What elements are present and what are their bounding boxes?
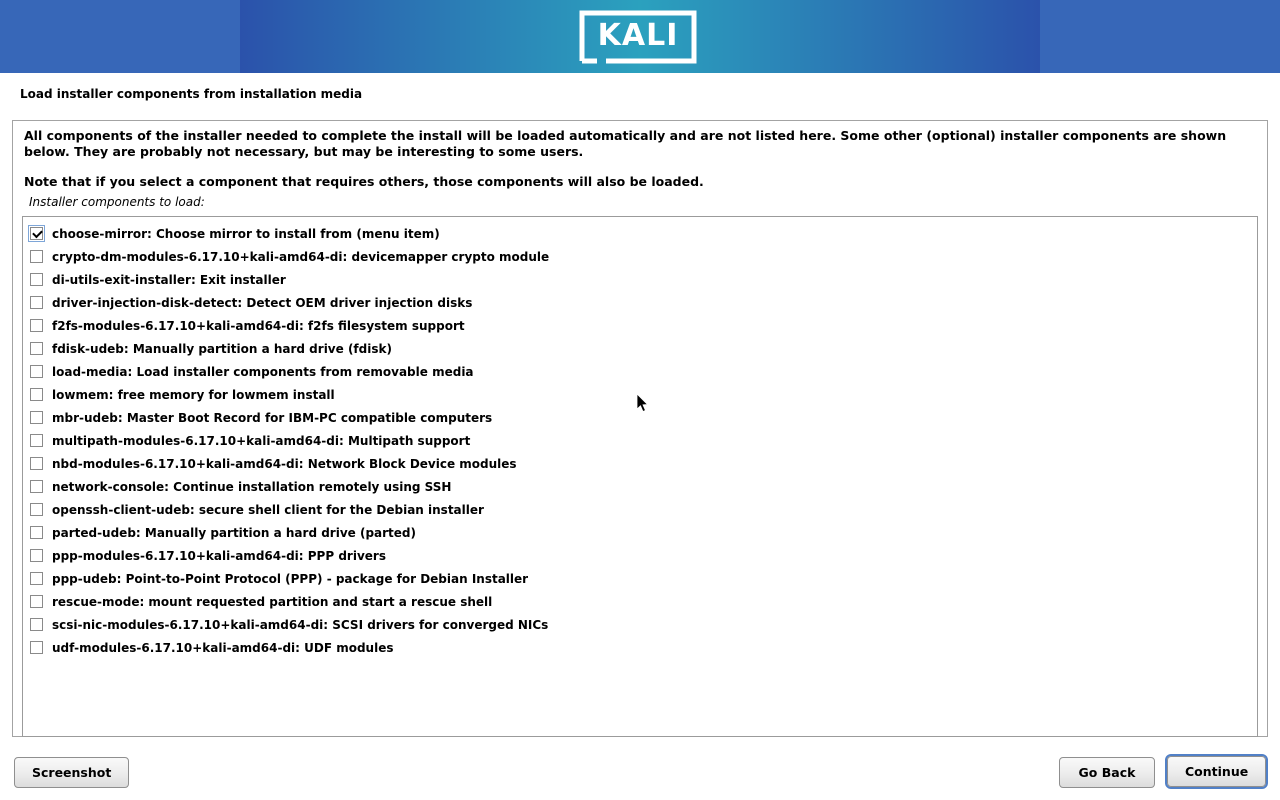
checkbox-unchecked-icon[interactable] [30,388,43,401]
list-item[interactable] [23,314,1257,337]
checkbox-checked-icon[interactable] [30,227,43,240]
component-label: di-utils-exit-installer: Exit installer [52,272,286,287]
components-list [22,216,1258,737]
checkbox-unchecked-icon[interactable] [30,480,43,493]
checkbox-unchecked-icon[interactable] [30,296,43,309]
checkbox-unchecked-icon[interactable] [30,595,43,608]
component-label: rescue-mode: mount requested partition and start a rescue shell [52,594,493,609]
list-item[interactable] [23,521,1257,544]
component-label: network-console: Continue installation remotely using SSH [52,479,452,494]
checkbox-unchecked-icon[interactable] [30,411,43,424]
component-label: fdisk-udeb: Manually partition a hard drive (fdisk) [52,341,392,356]
component-label: driver-injection-disk-detect: Detect OEM driver injection disks [52,295,473,310]
component-label: nbd-modules-6.17.10+kali-amd64-di: Network Block Device modules [52,456,517,471]
list-item[interactable] [23,222,1257,245]
checkbox-unchecked-icon[interactable] [30,434,43,447]
checkbox-unchecked-icon[interactable] [30,572,43,585]
component-label: scsi-nic-modules-6.17.10+kali-amd64-di: SCSI drivers for converged NICs [52,617,549,632]
component-label: parted-udeb: Manually partition a hard drive (parted) [52,525,417,540]
go-back-button[interactable]: Go Back [1059,757,1155,788]
intro-text: All components of the installer needed to complete the install will be loaded automatically and are not listed here. Some other (optional) installer components are shown below. They are probably not necessary, but may be interesting to some users. [24,128,1227,159]
component-label: ppp-modules-6.17.10+kali-amd64-di: PPP drivers [52,548,386,563]
checkbox-unchecked-icon[interactable] [30,503,43,516]
checkbox-unchecked-icon[interactable] [30,457,43,470]
checkbox-unchecked-icon[interactable] [30,365,43,378]
checkbox-unchecked-icon[interactable] [30,342,43,355]
checkbox-unchecked-icon[interactable] [30,526,43,539]
list-item[interactable] [23,613,1257,636]
list-item[interactable] [23,475,1257,498]
component-label: crypto-dm-modules-6.17.10+kali-amd64-di: devicemapper crypto module [52,249,550,264]
checkbox-unchecked-icon[interactable] [30,549,43,562]
list-item[interactable] [23,498,1257,521]
list-item[interactable] [23,360,1257,383]
checkbox-unchecked-icon[interactable] [30,641,43,654]
kali-logo [578,9,698,65]
list-item[interactable] [23,567,1257,590]
component-label: multipath-modules-6.17.10+kali-amd64-di: Multipath support [52,433,471,448]
list-item[interactable] [23,337,1257,360]
component-label: ppp-udeb: Point-to-Point Protocol (PPP) - package for Debian Installer [52,571,529,586]
list-item[interactable] [23,544,1257,567]
kali-logo-text: KALI [597,18,679,54]
component-label: f2fs-modules-6.17.10+kali-amd64-di: f2fs filesystem support [52,318,465,333]
list-item[interactable] [23,383,1257,406]
list-item[interactable] [23,245,1257,268]
continue-button[interactable]: Continue [1167,756,1266,787]
list-item[interactable] [23,268,1257,291]
list-item[interactable] [23,429,1257,452]
checkbox-unchecked-icon[interactable] [30,273,43,286]
checkbox-unchecked-icon[interactable] [30,319,43,332]
component-label: lowmem: free memory for lowmem install [52,387,335,402]
list-item[interactable] [23,406,1257,429]
content-frame [12,120,1268,737]
screenshot-button[interactable]: Screenshot [14,757,129,788]
components-list-label: Installer components to load: [29,195,205,209]
page-title: Load installer components from installation media [20,87,363,101]
list-item[interactable] [23,452,1257,475]
component-label: choose-mirror: Choose mirror to install from (menu item) [52,226,440,241]
list-item[interactable] [23,291,1257,314]
component-label: udf-modules-6.17.10+kali-amd64-di: UDF modules [52,640,394,655]
checkbox-unchecked-icon[interactable] [30,618,43,631]
list-item[interactable] [23,590,1257,613]
list-item[interactable] [23,636,1257,659]
note-text: Note that if you select a component that requires others, those components will also be loaded. [24,174,704,189]
checkbox-unchecked-icon[interactable] [30,250,43,263]
component-label: load-media: Load installer components from removable media [52,364,474,379]
installer-banner [0,0,1280,73]
component-label: openssh-client-udeb: secure shell client for the Debian installer [52,502,484,517]
component-label: mbr-udeb: Master Boot Record for IBM-PC compatible computers [52,410,493,425]
